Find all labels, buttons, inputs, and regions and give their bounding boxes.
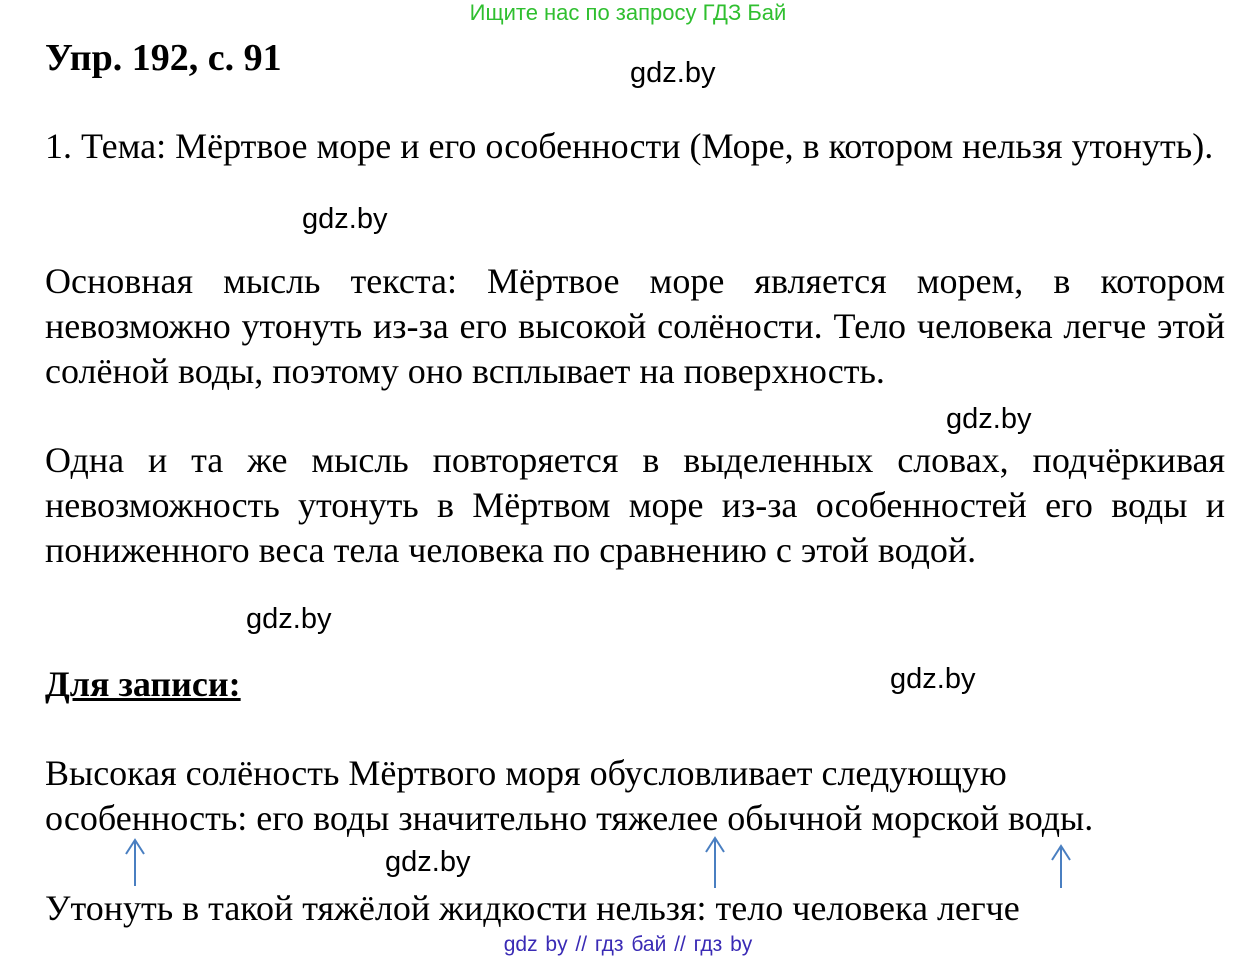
- exercise-title: Упр. 192, с. 91: [45, 37, 282, 79]
- search-banner: Ищите нас по запросу ГДЗ Бай: [469, 0, 787, 25]
- record-line-2: особенность: его воды значительно тяжелее обычной морской воды.: [45, 798, 1094, 838]
- record-line-3: Утонуть в такой тяжёлой жидкости нельзя: тело человека легче: [45, 888, 1020, 928]
- footer-watermark: gdz by // гдз бай // гдз by: [503, 933, 753, 956]
- up-arrow-icon: [1050, 844, 1072, 890]
- up-arrow-icon: [704, 836, 726, 890]
- record-heading: Для записи:: [45, 664, 241, 704]
- watermark: gdz.by: [385, 846, 471, 878]
- record-line-1: Высокая солёность Мёртвого моря обусловливает следующую: [45, 753, 1007, 793]
- repetition-paragraph: Одна и та же мысль повторяется в выделенных словах, подчёркивая невозможность утонуть в Мёртвом море из-за особенностей его воды и пониженного веса тела человека по сравнению с этой водой.: [45, 440, 1225, 570]
- main-idea-paragraph: Основная мысль текста: Мёртвое море является морем, в котором невозможно утонуть из-за его высокой солёности. Тело человека легче этой солёной воды, поэтому оно всплывает на поверхность.: [45, 261, 1225, 391]
- watermark: gdz.by: [946, 403, 1032, 435]
- up-arrow-icon: [124, 838, 146, 888]
- theme-paragraph: 1. Тема: Мёртвое море и его особенности (Море, в котором нельзя утонуть).: [45, 126, 1214, 166]
- watermark: gdz.by: [246, 603, 332, 635]
- watermark: gdz.by: [302, 203, 388, 235]
- watermark: gdz.by: [630, 57, 716, 89]
- watermark: gdz.by: [890, 663, 976, 695]
